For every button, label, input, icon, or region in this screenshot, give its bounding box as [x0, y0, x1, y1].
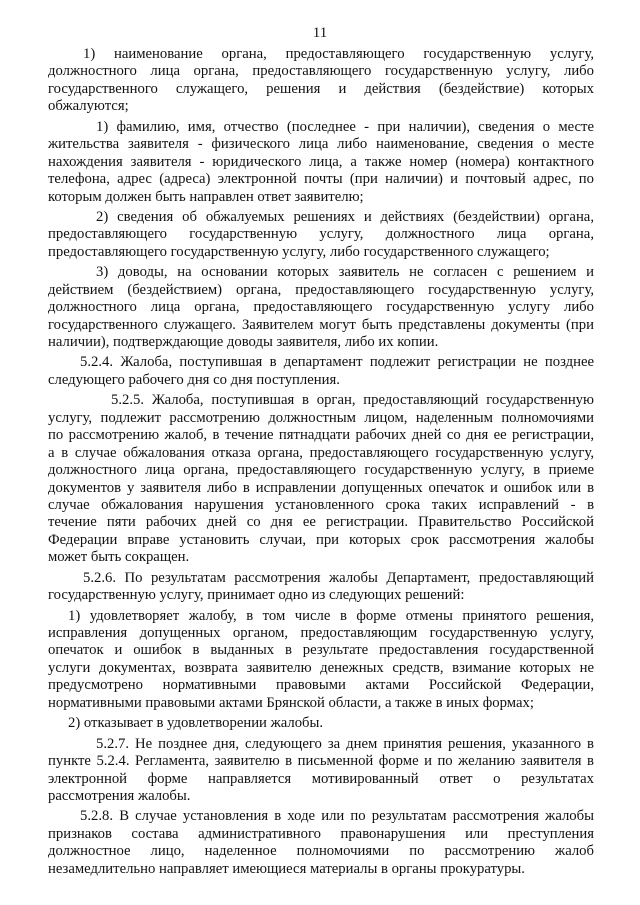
text-line: телефона, адрес (адреса) электронной почты (при наличии) и почтовый адрес, по — [48, 171, 594, 188]
text-line: 1) удовлетворяет жалобу, в том числе в форме отмены принятого решения, — [68, 607, 594, 624]
text-line: 5.2.7. Не позднее дня, следующего за днем принятия решения, указанного в — [96, 735, 594, 752]
text-line: электронной форме направляется мотивированный ответ о результатах — [48, 770, 594, 787]
text-line: случае обжалования нарушения установленного срока таких исправлений - в — [48, 496, 594, 513]
text-line: Федерации вправе установить случаи, при которых срок рассмотрения жалобы — [48, 531, 594, 548]
text-line: государственного служащего. Заявителем могут быть представлены документы (при — [48, 316, 594, 333]
text-line: исправления допущенных органом, предоставляющим государственную услугу, — [48, 625, 594, 641]
text-line: а в случае обжалования отказа органа, предоставляющего государственную услугу, — [48, 444, 594, 461]
text-line: должностное лицо, наделенное полномочиями по рассмотрению жалоб — [48, 843, 594, 860]
text-line: опечаток и ошибок в выданных в результате предоставления государственной — [48, 642, 594, 659]
text-line: должностного лица органа, предоставляющего государственную услугу, в приеме — [48, 462, 594, 479]
text-line: действием (бездействием) органа, предоставляющего государственную услугу, — [48, 281, 594, 298]
text-line: 3) доводы, на основании которых заявитель не согласен с решением и — [96, 264, 594, 281]
text-line: предоставляющего государственную услугу, должностного лица органа, — [48, 226, 594, 243]
text-line: незамедлительно направляет имеющиеся материалы в органы прокуратуры. — [48, 860, 525, 877]
text-line: 5.2.5. Жалоба, поступившая в орган, предоставляющий государственную — [111, 392, 594, 409]
text-line: которым должен быть направлен ответ заявителю; — [48, 188, 364, 205]
text-line: 5.2.6. По результатам рассмотрения жалобы Департамент, предоставляющий — [83, 569, 594, 586]
text-line: следующего рабочего дня со дня поступления. — [48, 371, 340, 388]
text-line: признаков состава административного правонарушения или преступления — [48, 825, 594, 842]
text-line: обжалуются; — [48, 98, 129, 115]
text-line: государственную услугу, принимает одно из следующих решений: — [48, 587, 465, 604]
text-line: предоставляющего государственную услугу, либо государственного служащего; — [48, 243, 550, 260]
text-line: услуги документах, возврата заявителю денежных средств, взимание которых не — [48, 659, 594, 676]
text-line: 1) наименование органа, предоставляющего государственную услугу, — [83, 46, 594, 62]
text-line: нахождения заявителя - юридического лица, а также номер (номера) контактного — [48, 153, 594, 170]
text-line: 2) сведения об обжалуемых решениях и действиях (бездействии) органа, — [96, 208, 594, 225]
page-body — [48, 46, 594, 878]
text-line: государственного служащего, решения и действия (бездействие) которых — [48, 80, 594, 97]
text-line: течение пяти рабочих дней со дня ее регистрации. Правительство Российской — [48, 514, 594, 531]
text-line: услугу, подлежит рассмотрению должностным лицом, наделенным полномочиями — [48, 409, 594, 426]
text-line: нормативными правовыми актами Брянской области, а также в иных формах; — [48, 694, 534, 711]
text-line: должностного лица органа, предоставляющего государственную услугу либо — [48, 299, 594, 316]
text-line: 5.2.4. Жалоба, поступившая в департамент подлежит регистрации не позднее — [80, 354, 594, 371]
page-number: 11 — [312, 25, 328, 41]
text-line: может быть сокращен. — [48, 549, 190, 566]
text-line: жительства заявителя - физического лица либо наименование, сведения о месте — [48, 136, 594, 153]
text-line: документов у заявителя либо в исправлении допущенных опечаток и ошибок или в — [48, 479, 594, 496]
text-line: 2) отказывает в удовлетворении жалобы. — [68, 715, 324, 732]
text-line: рассмотрения жалобы. — [48, 787, 191, 804]
text-line: пункте 5.2.4. Регламента, заявителю в письменной форме и по желанию заявителя в — [48, 753, 594, 770]
text-line: по рассмотрению жалоб, в течение пятнадцати рабочих дней со дня ее регистрации, — [48, 427, 594, 444]
text-line: наличии), подтверждающие доводы заявителя, либо их копии. — [48, 334, 439, 350]
text-line: предусмотрено нормативными правовыми актами Российской Федерации, — [48, 677, 594, 694]
text-line: должностного лица органа, предоставляющего государственную услугу, либо — [48, 63, 594, 80]
text-line: 1) фамилию, имя, отчество (последнее - при наличии), сведения о месте — [96, 118, 594, 135]
text-line: 5.2.8. В случае установления в ходе или по результатам рассмотрения жалобы — [80, 808, 594, 825]
